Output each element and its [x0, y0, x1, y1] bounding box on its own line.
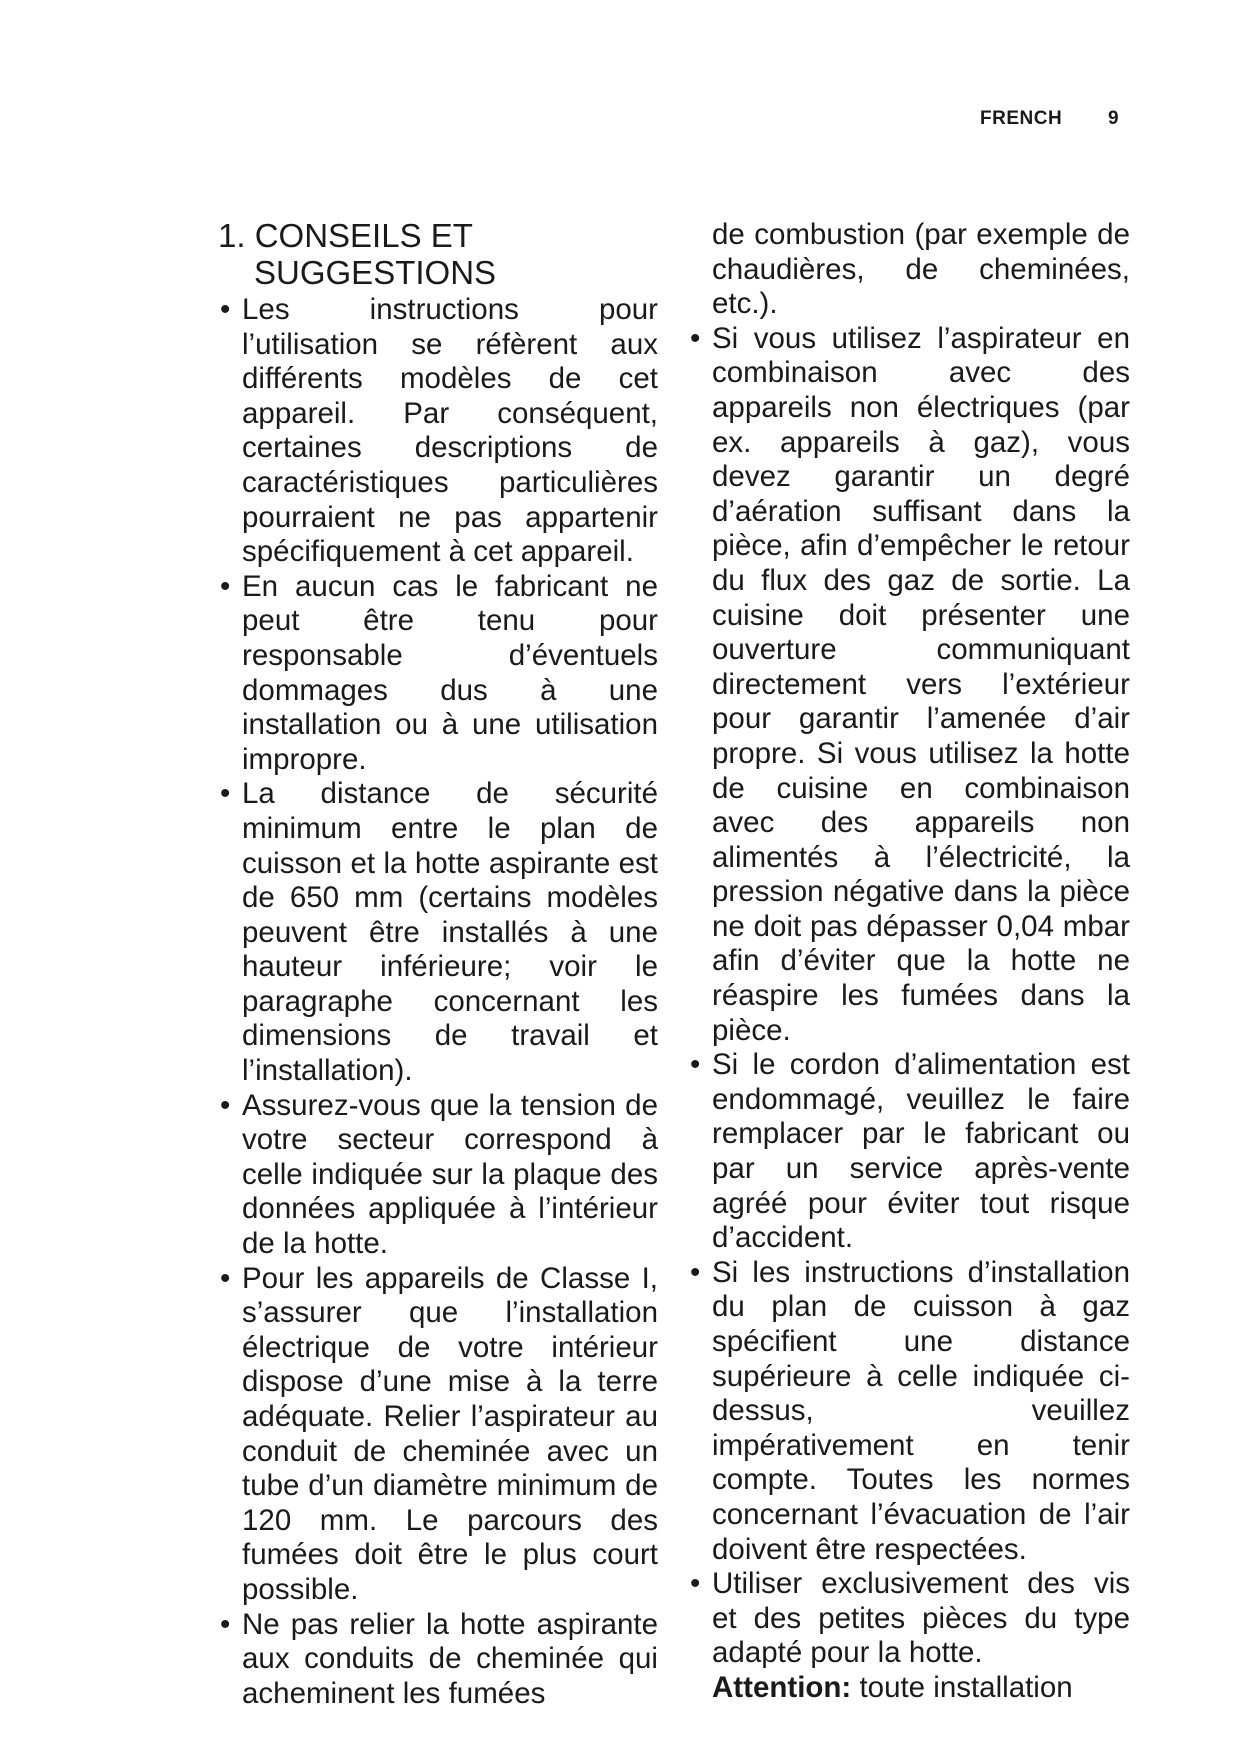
list-item: • En aucun cas le fabricant ne peut être tenu pour responsable d’éventuels dommages dus à une installation ou à une utilisation impropre. — [218, 570, 658, 778]
right-bullet-list — [688, 322, 1130, 1671]
language-label: FRENCH — [980, 108, 1063, 129]
list-item: • Les instructions pour l’utilisation se réfèrent aux différents modèles de cet appareil. Par conséquent, certaines descriptions de caractéristiques particulières pourraient ne pas appartenir spécifiquement à cet appareil. — [218, 293, 658, 570]
list-item: • Pour les appareils de Classe I, s’assurer que l’installation électrique de votre intérieur dispose d’une mise à la terre adéquate. Relier l’aspirateur au conduit de cheminée avec un tube d’un diamètre minimum de 120 mm. Le parcours des fumées doit être le plus court possible. — [218, 1262, 658, 1608]
section-title: 1. CONSEILS ET SUGGESTIONS — [218, 217, 497, 291]
attention-note — [688, 1671, 1130, 1706]
page-number: 9 — [1107, 108, 1120, 129]
list-item: • Utiliser exclusivement des vis et des petites pièces du type adapté pour la hotte. — [688, 1567, 1130, 1671]
attention-label: Attention: — [712, 1670, 852, 1704]
list-item: • Si vous utilisez l’aspirateur en combinaison avec des appareils non électriques (par ex. appareils à gaz), vous devez garantir un degré d’aération suffisant dans la pièce, afin d’empêcher le retour du flux des gaz de sortie. La cuisine doit présenter une ouverture communiquant directement vers l’extérieur pour garantir l’amenée d’air propre. Si vous utilisez la hotte de cuisine en combinaison avec des appareils non alimentés à l’électricité, la pression négative dans la pièce ne doit pas dépasser 0,04 mbar afin d’éviter que la hotte ne réaspire les fumées dans la pièce. — [688, 322, 1130, 1048]
right-column — [688, 218, 1130, 1706]
list-item: • La distance de sécurité minimum entre le plan de cuisson et la hotte aspirante est de 650 mm (certains modèles peuvent être installés à une hauteur inférieure; voir le paragraphe concernant les dimensions de travail et l’installation). — [218, 777, 658, 1088]
continued-text: de combustion (par exemple de chaudières, de cheminées, etc.). — [712, 218, 1130, 321]
list-item: • Si le cordon d’alimentation est endommagé, veuillez le faire remplacer par le fabricant ou par un service après-vente agréé pour éviter tout risque d’accident. — [688, 1048, 1130, 1256]
list-item: • Si les instructions d’installation du plan de cuisson à gaz spécifient une distance supérieure à celle indiquée ci-dessus, veuillez impérativement en tenir compte. Toutes les normes concernant l’évacuation de l’air doivent être respectées. — [688, 1256, 1130, 1567]
list-item: • Assurez-vous que la tension de votre secteur correspond à celle indiquée sur la plaque des données appliquée à l’intérieur de la hotte. — [218, 1089, 658, 1262]
left-bullet-list — [218, 293, 658, 1711]
attention-text: toute installation — [859, 1670, 1073, 1704]
list-item: • Ne pas relier la hotte aspirante aux conduits de cheminée qui acheminent les fumées — [218, 1608, 658, 1712]
page-header — [980, 108, 1119, 130]
left-column — [218, 218, 658, 1711]
